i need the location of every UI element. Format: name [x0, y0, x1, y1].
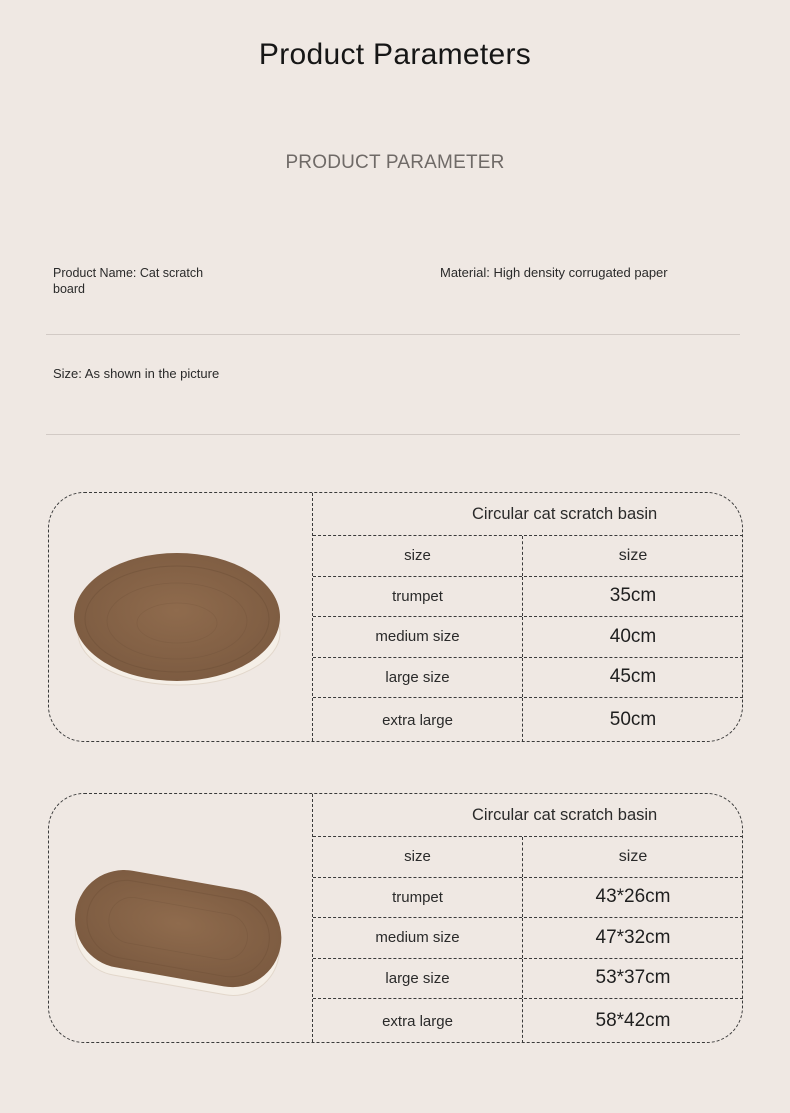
- size-label: medium size: [313, 617, 523, 657]
- table-row: [313, 617, 743, 658]
- table-row: [313, 959, 743, 1000]
- divider: [46, 334, 740, 335]
- page-title: Product Parameters: [258, 38, 532, 71]
- page-subtitle: PRODUCT PARAMETER: [285, 152, 505, 173]
- size-value: 50cm: [609, 709, 657, 730]
- table-title: Circular cat scratch basin: [313, 493, 743, 536]
- size-label: large size: [313, 658, 523, 698]
- size-param: Size: As shown in the picture: [53, 366, 220, 381]
- size-value: 47*32cm: [595, 926, 671, 948]
- round-scratch-basin-image: [69, 533, 289, 698]
- size-value: 45cm: [609, 666, 657, 688]
- product-name-param: Product Name: Cat scratch board: [53, 266, 204, 296]
- size-value: 53*37cm: [595, 967, 671, 989]
- size-label: trumpet: [313, 878, 523, 918]
- divider: [46, 434, 740, 435]
- table-title: Circular cat scratch basin: [313, 794, 743, 837]
- size-card-round: [48, 492, 743, 742]
- size-value: 40cm: [609, 625, 657, 647]
- size-table: [312, 493, 743, 741]
- oval-scratch-basin-image: [69, 834, 291, 999]
- table-row: [313, 999, 743, 1043]
- size-value: 43*26cm: [595, 886, 671, 908]
- table-row: [313, 577, 743, 618]
- size-value: 58*42cm: [595, 1010, 671, 1031]
- column-header: size: [618, 546, 648, 564]
- table-row: [313, 878, 743, 919]
- size-value: 35cm: [609, 585, 657, 607]
- column-header: size: [313, 536, 523, 576]
- table-row: [313, 698, 743, 742]
- material-param: Material: High density corrugated paper: [440, 265, 668, 280]
- table-row: [313, 658, 743, 699]
- table-row: [313, 918, 743, 959]
- table-header-row: [313, 837, 743, 878]
- size-label: large size: [313, 959, 523, 999]
- size-label: extra large: [313, 698, 523, 742]
- column-header: size: [313, 837, 523, 877]
- table-header-row: [313, 536, 743, 577]
- size-label: trumpet: [313, 577, 523, 617]
- size-table: [312, 794, 743, 1042]
- size-label: extra large: [313, 999, 523, 1043]
- column-header: size: [618, 847, 648, 865]
- size-label: medium size: [313, 918, 523, 958]
- size-card-oval: [48, 793, 743, 1043]
